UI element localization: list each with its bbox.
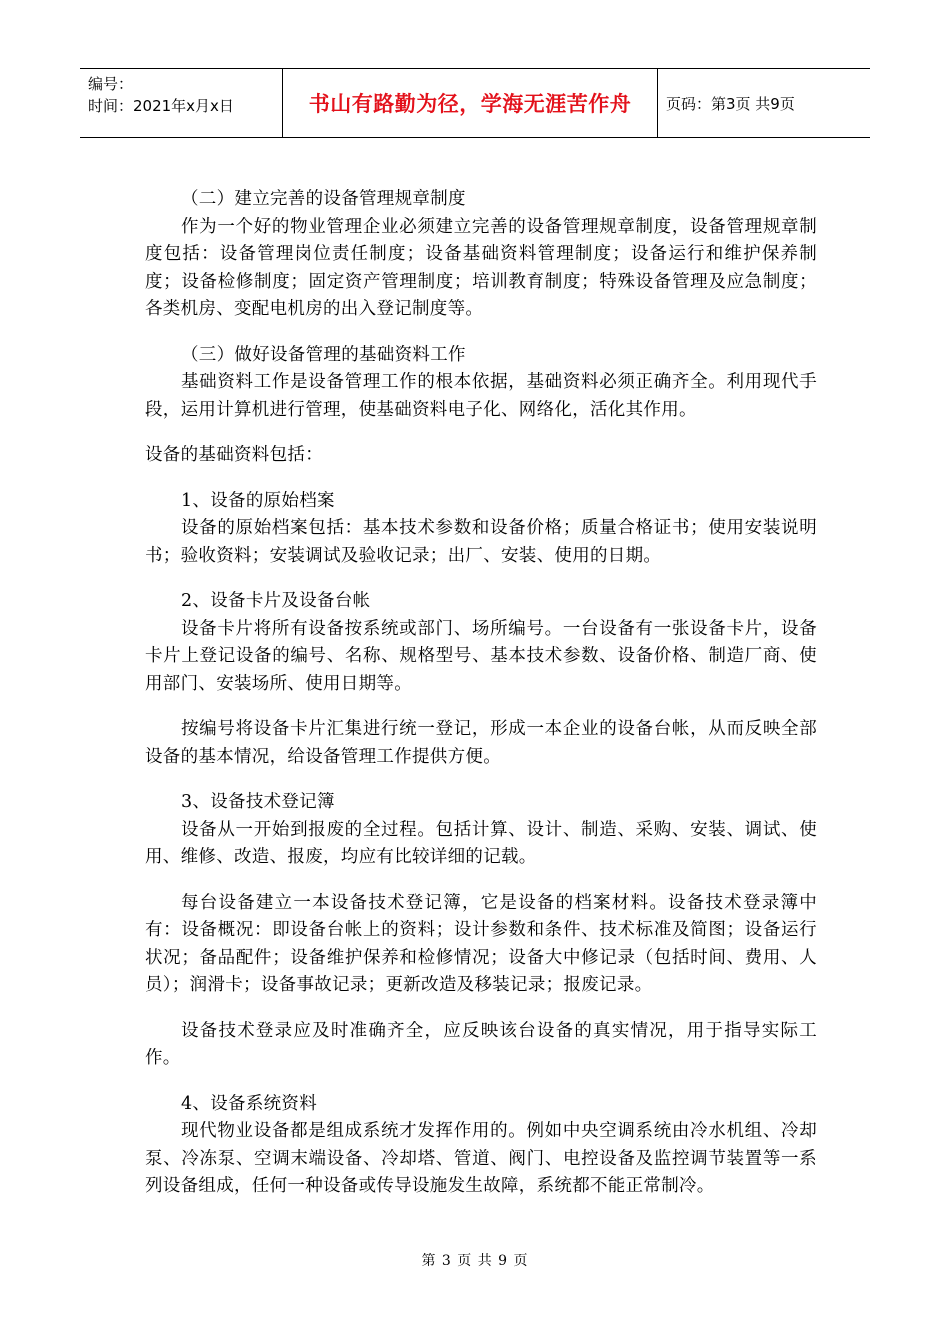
header-motto: 书山有路勤为径，学海无涯苦作舟 (308, 92, 632, 116)
paragraph: 每台设备建立一本设备技术登记簿，它是设备的档案材料。设备技术登录簿中有：设备概况：即设备台帐上的资料；设计参数和条件、技术标准及简图；设备运行状况；备品配件；设备维护保养和检修情况；设备大中修记录（包括时间、费用、人员）；润滑卡；设备事故记录；更新改造及移装记录；报废记录。 (145, 892, 817, 995)
paragraph: 按编号将设备卡片汇集进行统一登记，形成一本企业的设备台帐，从而反映全部设备的基本情况，给设备管理工作提供方便。 (145, 719, 817, 767)
header-page-info (658, 69, 870, 137)
section-heading: （二）建立完善的设备管理规章制度 (181, 189, 466, 209)
paragraph: 基础资料工作是设备管理工作的根本依据，基础资料必须正确齐全。利用现代手段，运用计算机进行管理，使基础资料电子化、网络化，活化其作用。 (145, 372, 817, 420)
paragraph: 作为一个好的物业管理企业必须建立完善的设备管理规章制度，设备管理规章制度包括：设备管理岗位责任制度；设备基础资料管理制度；设备运行和维护保养制度；设备检修制度；固定资产管理制度；培训教育制度；特殊设备管理及应急制度；各类机房、变配电机房的出入登记制度等。 (145, 216, 817, 319)
paragraph: 设备卡片将所有设备按系统或部门、场所编号。一台设备有一张设备卡片，设备卡片上登记设备的编号、名称、规格型号、基本技术参数、设备价格、制造厂商、使用部门、安装场所、使用日期等。 (145, 618, 817, 694)
header-meta (80, 69, 283, 137)
page-number-info: 页码：第3页 共9页 (666, 94, 795, 113)
document-number-label: 编号： (88, 75, 134, 93)
header-motto-cell (283, 69, 658, 137)
document-body (145, 186, 817, 1201)
intro-line: 设备的基础资料包括： (145, 445, 323, 465)
paragraph: 设备的原始档案包括：基本技术参数和设备价格；质量合格证书；使用安装说明书；验收资料；安装调试及验收记录；出厂、安装、使用的日期。 (145, 518, 817, 566)
paragraph: 现代物业设备都是组成系统才发挥作用的。例如中央空调系统由冷水机组、冷却泵、冷冻泵、空调末端设备、冷却塔、管道、阀门、电控设备及监控调节装置等一系列设备组成，任何一种设备或传导设施发生故障，系统都不能正常制冷。 (145, 1121, 817, 1196)
document-date: 时间：2021年x月x日 (88, 97, 234, 115)
paragraph: 设备从一开始到报废的全过程。包括计算、设计、制造、采购、安装、调试、使用、维修、改造、报废，均应有比较详细的记载。 (145, 819, 817, 867)
item-heading: 3、设备技术登记簿 (181, 792, 335, 812)
paragraph: 设备技术登录应及时准确齐全，应反映该台设备的真实情况，用于指导实际工作。 (145, 1020, 817, 1068)
item-heading: 2、设备卡片及设备台帐 (181, 591, 371, 611)
item-heading: 4、设备系统资料 (181, 1093, 318, 1114)
page-footer: 第 3 页 共 9 页 (421, 1253, 529, 1269)
section-heading: （三）做好设备管理的基础资料工作 (181, 344, 466, 365)
item-heading: 1、设备的原始档案 (181, 490, 335, 511)
page-header (80, 68, 870, 138)
